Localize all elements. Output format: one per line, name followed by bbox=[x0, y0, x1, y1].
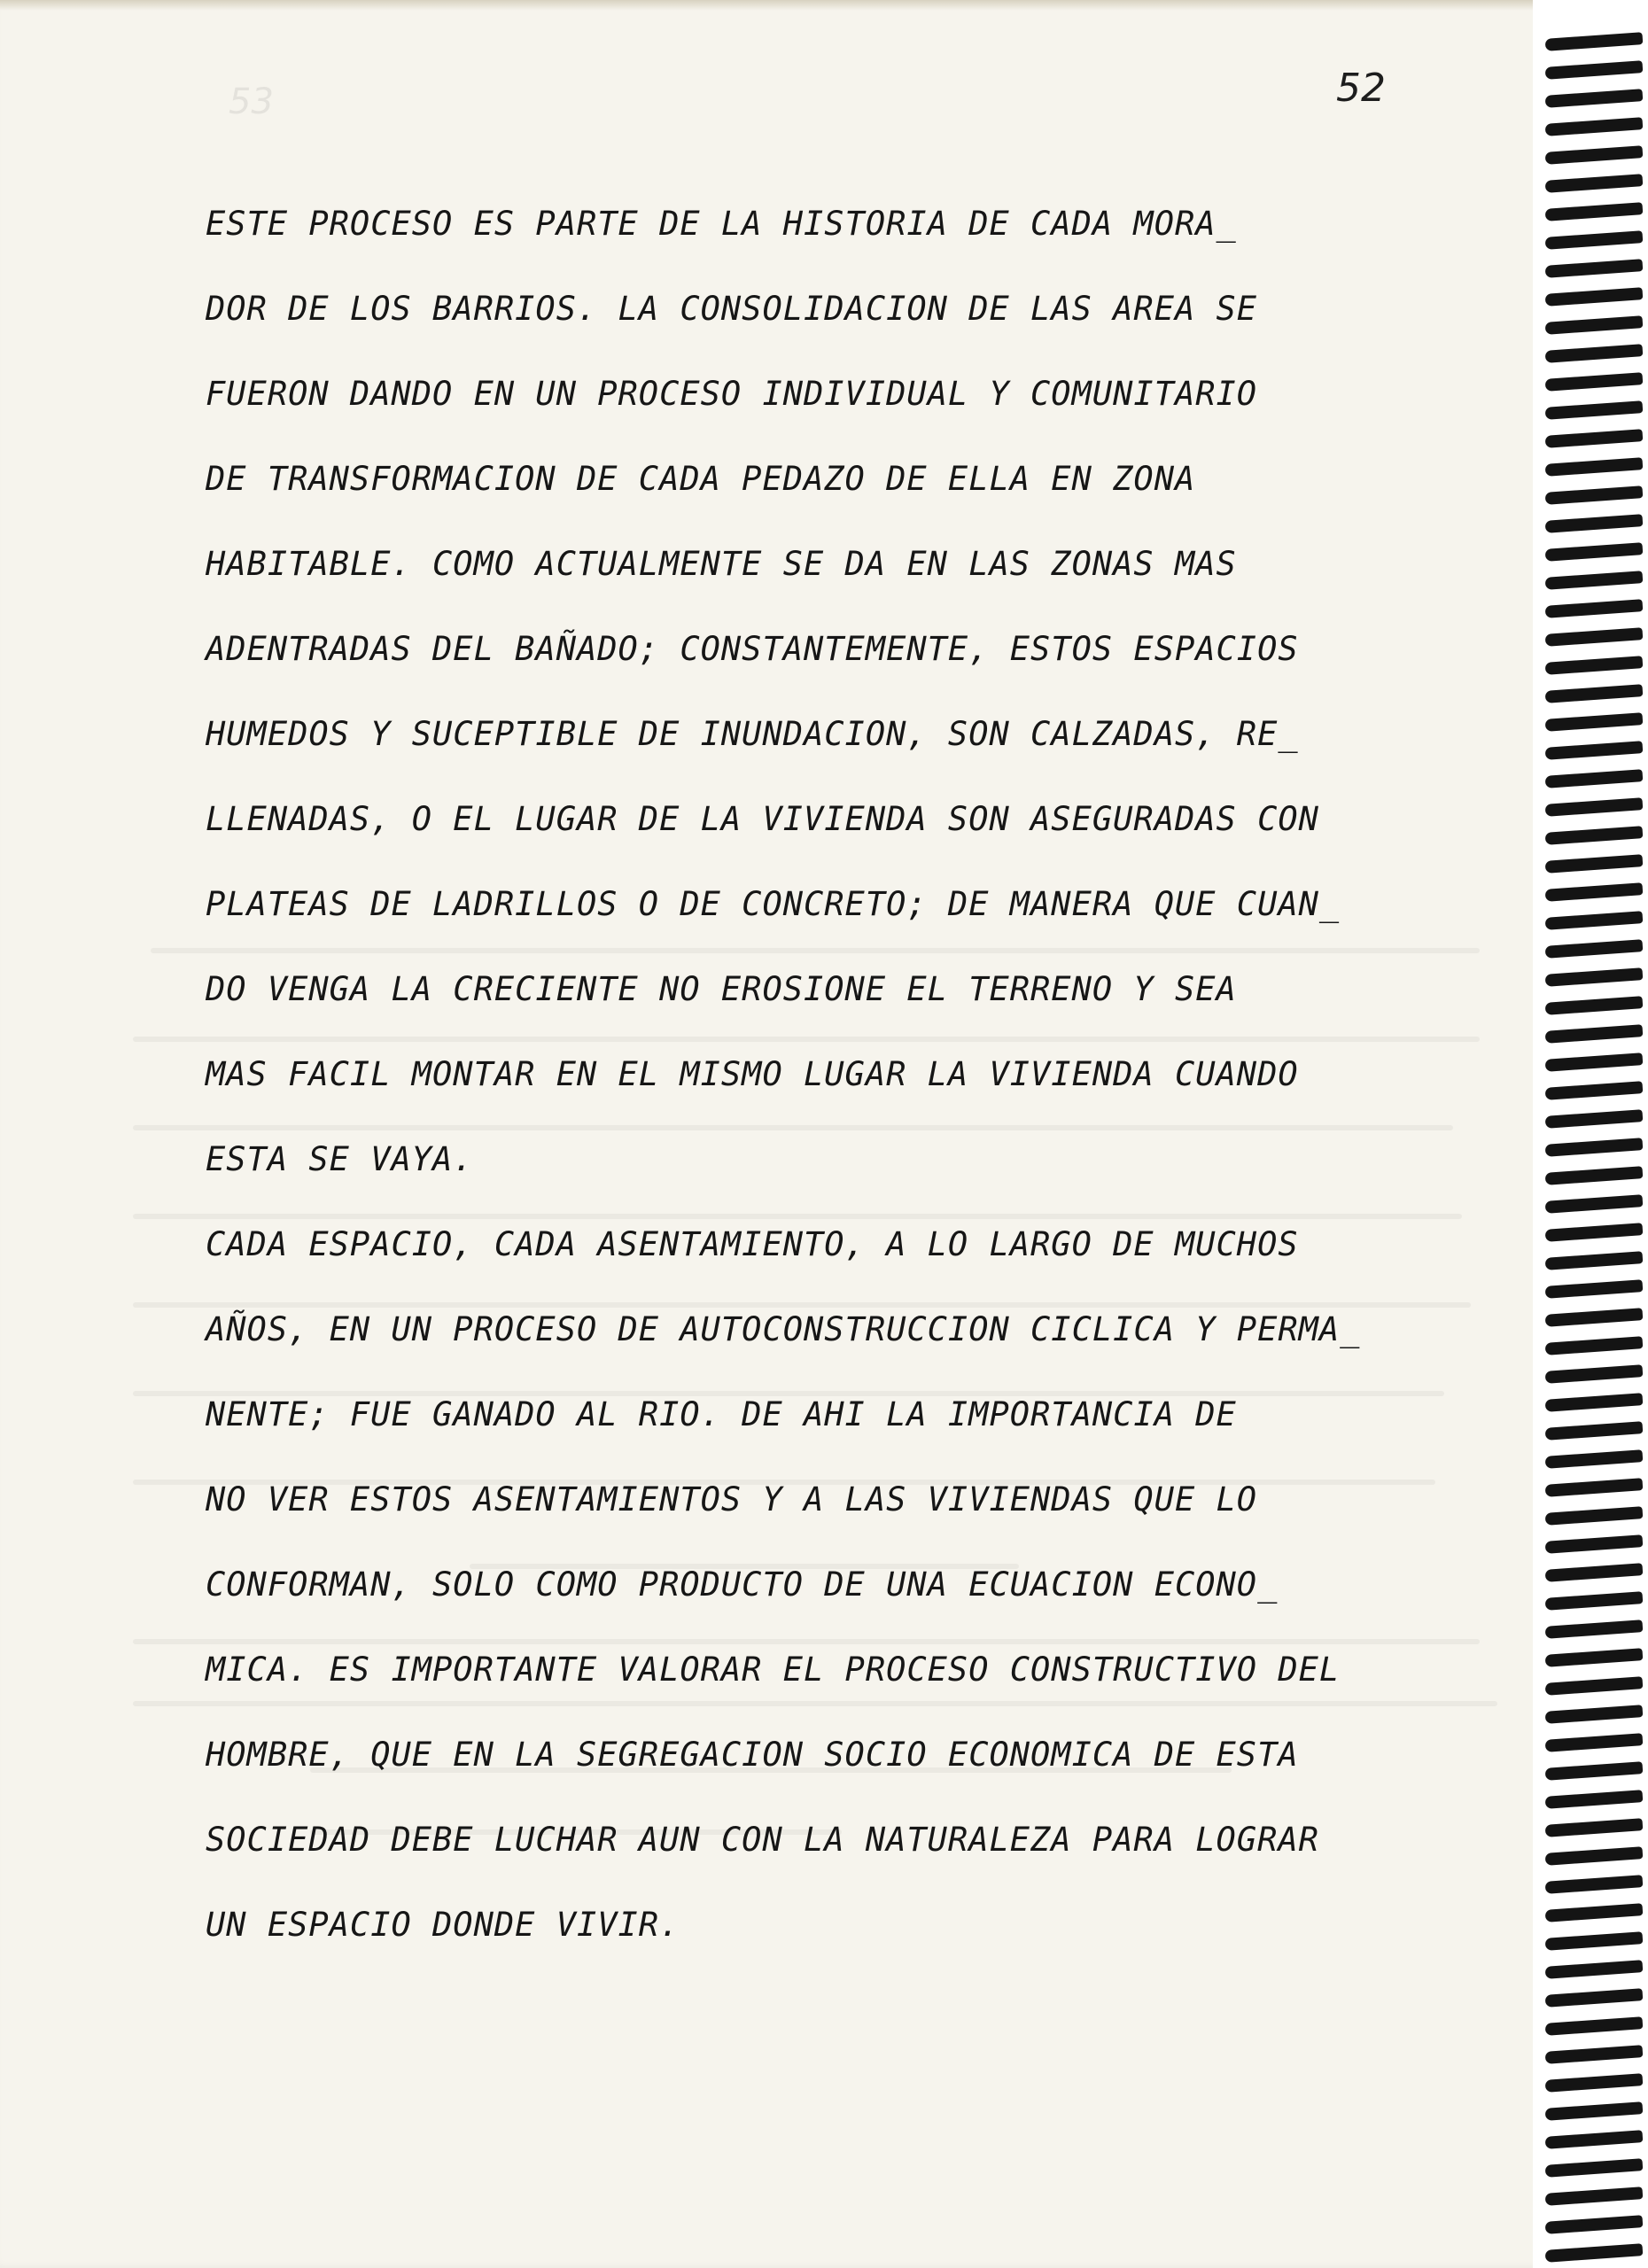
binding-coil bbox=[1545, 259, 1644, 278]
text-line: UN ESPACIO DONDE VIVIR. bbox=[206, 1906, 680, 1944]
binding-coil bbox=[1545, 372, 1644, 392]
text-line: MICA. ES IMPORTANTE VALORAR EL PROCESO CONSTRUCTIVO DEL bbox=[206, 1651, 1341, 1689]
binding-coil bbox=[1545, 1960, 1644, 1979]
text-line: ESTE PROCESO ES PARTE DE LA HISTORIA DE CADA MORA_ bbox=[206, 205, 1237, 243]
page-top-edge bbox=[0, 0, 1577, 11]
text-line: ADENTRADAS DEL BAÑADO; CONSTANTEMENTE, ESTOS ESPACIOS bbox=[206, 630, 1299, 668]
binding-coil bbox=[1545, 174, 1644, 193]
binding-coil bbox=[1545, 1818, 1644, 1837]
binding-coil bbox=[1545, 400, 1644, 420]
binding-coil bbox=[1545, 854, 1644, 874]
binding-coil bbox=[1545, 1506, 1644, 1526]
binding-coil bbox=[1545, 2073, 1644, 2093]
binding-coil bbox=[1545, 514, 1644, 533]
binding-coil bbox=[1545, 1364, 1644, 1384]
binding-coil bbox=[1545, 145, 1644, 165]
binding-coil bbox=[1545, 1393, 1644, 1412]
binding-coil bbox=[1545, 826, 1644, 845]
binding-coil bbox=[1545, 2186, 1644, 2206]
page-number: 52 bbox=[1336, 66, 1386, 111]
spiral-binding bbox=[1533, 0, 1648, 2268]
text-line: DO VENGA LA CRECIENTE NO EROSIONE EL TERRENO Y SEA bbox=[206, 970, 1237, 1008]
binding-coil bbox=[1545, 344, 1644, 363]
binding-coil bbox=[1545, 542, 1644, 562]
binding-coil bbox=[1545, 2158, 1644, 2178]
binding-coil bbox=[1545, 429, 1644, 448]
text-line: NENTE; FUE GANADO AL RIO. DE AHI LA IMPORTANCIA DE bbox=[206, 1395, 1237, 1433]
text-line: HABITABLE. COMO ACTUALMENTE SE DA EN LAS ZONAS MAS bbox=[206, 545, 1237, 583]
binding-coil bbox=[1545, 1223, 1644, 1242]
binding-coil bbox=[1545, 2130, 1644, 2149]
binding-coil bbox=[1545, 1421, 1644, 1441]
binding-coil bbox=[1545, 1109, 1644, 1129]
text-line: LLENADAS, O EL LUGAR DE LA VIVIENDA SON ASEGURADAS CON bbox=[206, 800, 1319, 838]
binding-coil bbox=[1545, 1336, 1644, 1355]
binding-coil bbox=[1545, 1449, 1644, 1469]
text-line: DE TRANSFORMACION DE CADA PEDAZO DE ELLA EN ZONA bbox=[206, 460, 1196, 498]
binding-coil bbox=[1545, 656, 1644, 675]
binding-coil bbox=[1545, 1534, 1644, 1554]
binding-coil bbox=[1545, 882, 1644, 902]
binding-coil bbox=[1545, 1619, 1644, 1639]
binding-coil bbox=[1545, 712, 1644, 732]
binding-coil bbox=[1545, 769, 1644, 788]
binding-coil bbox=[1545, 1931, 1644, 1951]
binding-coil bbox=[1545, 627, 1644, 647]
binding-coil bbox=[1545, 1903, 1644, 1922]
binding-coil bbox=[1545, 202, 1644, 221]
binding-coil bbox=[1545, 1648, 1644, 1667]
binding-coil bbox=[1545, 1988, 1644, 2008]
binding-coil bbox=[1545, 2016, 1644, 2036]
binding-coil bbox=[1545, 911, 1644, 930]
binding-coil bbox=[1545, 230, 1644, 250]
binding-coil bbox=[1545, 32, 1644, 51]
binding-coil bbox=[1545, 1733, 1644, 1752]
text-line: FUERON DANDO EN UN PROCESO INDIVIDUAL Y COMUNITARIO bbox=[206, 375, 1258, 413]
text-line: ESTA SE VAYA. bbox=[206, 1140, 474, 1178]
text-line: DOR DE LOS BARRIOS. LA CONSOLIDACION DE LAS AREA SE bbox=[206, 290, 1258, 328]
binding-coil bbox=[1545, 1676, 1644, 1696]
binding-coil bbox=[1545, 60, 1644, 80]
text-line: HUMEDOS Y SUCEPTIBLE DE INUNDACION, SON CALZADAS, RE_ bbox=[206, 715, 1299, 753]
binding-coil bbox=[1545, 287, 1644, 307]
binding-coil bbox=[1545, 1705, 1644, 1724]
text-line: CONFORMAN, SOLO COMO PRODUCTO DE UNA ECUACION ECONO_ bbox=[206, 1565, 1279, 1604]
text-line: MAS FACIL MONTAR EN EL MISMO LUGAR LA VIVIENDA CUANDO bbox=[206, 1055, 1299, 1093]
binding-coil bbox=[1545, 1138, 1644, 1157]
binding-coil bbox=[1545, 939, 1644, 959]
binding-coil bbox=[1545, 1591, 1644, 1611]
binding-coil bbox=[1545, 1563, 1644, 1582]
binding-coil bbox=[1545, 741, 1644, 760]
binding-coil bbox=[1545, 1251, 1644, 1270]
binding-coil bbox=[1545, 1052, 1644, 1072]
binding-coil bbox=[1545, 457, 1644, 477]
binding-coil bbox=[1545, 2045, 1644, 2064]
text-line: AÑOS, EN UN PROCESO DE AUTOCONSTRUCCION CICLICA Y PERMA_ bbox=[206, 1310, 1361, 1348]
show-through-page-number: 53 bbox=[229, 82, 274, 122]
text-line: SOCIEDAD DEBE LUCHAR AUN CON LA NATURALEZA PARA LOGRAR bbox=[206, 1821, 1319, 1859]
binding-coil bbox=[1545, 1194, 1644, 1214]
binding-coil bbox=[1545, 1081, 1644, 1100]
binding-coil bbox=[1545, 117, 1644, 136]
binding-coil bbox=[1545, 315, 1644, 335]
handwritten-text bbox=[206, 182, 1552, 1968]
text-line: NO VER ESTOS ASENTAMIENTOS Y A LAS VIVIENDAS QUE LO bbox=[206, 1480, 1258, 1518]
binding-coil bbox=[1545, 1875, 1644, 1894]
binding-coil bbox=[1545, 485, 1644, 505]
binding-coil bbox=[1545, 1308, 1644, 1327]
binding-coil bbox=[1545, 2243, 1644, 2263]
binding-coil bbox=[1545, 996, 1644, 1015]
binding-coil bbox=[1545, 1846, 1644, 1866]
text-line: HOMBRE, QUE EN LA SEGREGACION SOCIO ECONOMICA DE ESTA bbox=[206, 1736, 1299, 1774]
text-line: CADA ESPACIO, CADA ASENTAMIENTO, A LO LARGO DE MUCHOS bbox=[206, 1225, 1299, 1263]
binding-coil bbox=[1545, 89, 1644, 108]
binding-coil bbox=[1545, 1279, 1644, 1299]
binding-coil bbox=[1545, 571, 1644, 590]
binding-coil bbox=[1545, 1761, 1644, 1781]
binding-coil bbox=[1545, 2215, 1644, 2234]
binding-coil bbox=[1545, 1166, 1644, 1185]
binding-coil bbox=[1545, 967, 1644, 987]
binding-coil bbox=[1545, 2101, 1644, 2121]
binding-coil bbox=[1545, 797, 1644, 817]
binding-coil bbox=[1545, 1478, 1644, 1497]
binding-coil bbox=[1545, 1024, 1644, 1044]
binding-coil bbox=[1545, 1790, 1644, 1809]
binding-coil bbox=[1545, 599, 1644, 618]
text-line: PLATEAS DE LADRILLOS O DE CONCRETO; DE MANERA QUE CUAN_ bbox=[206, 885, 1341, 923]
binding-coil bbox=[1545, 684, 1644, 703]
